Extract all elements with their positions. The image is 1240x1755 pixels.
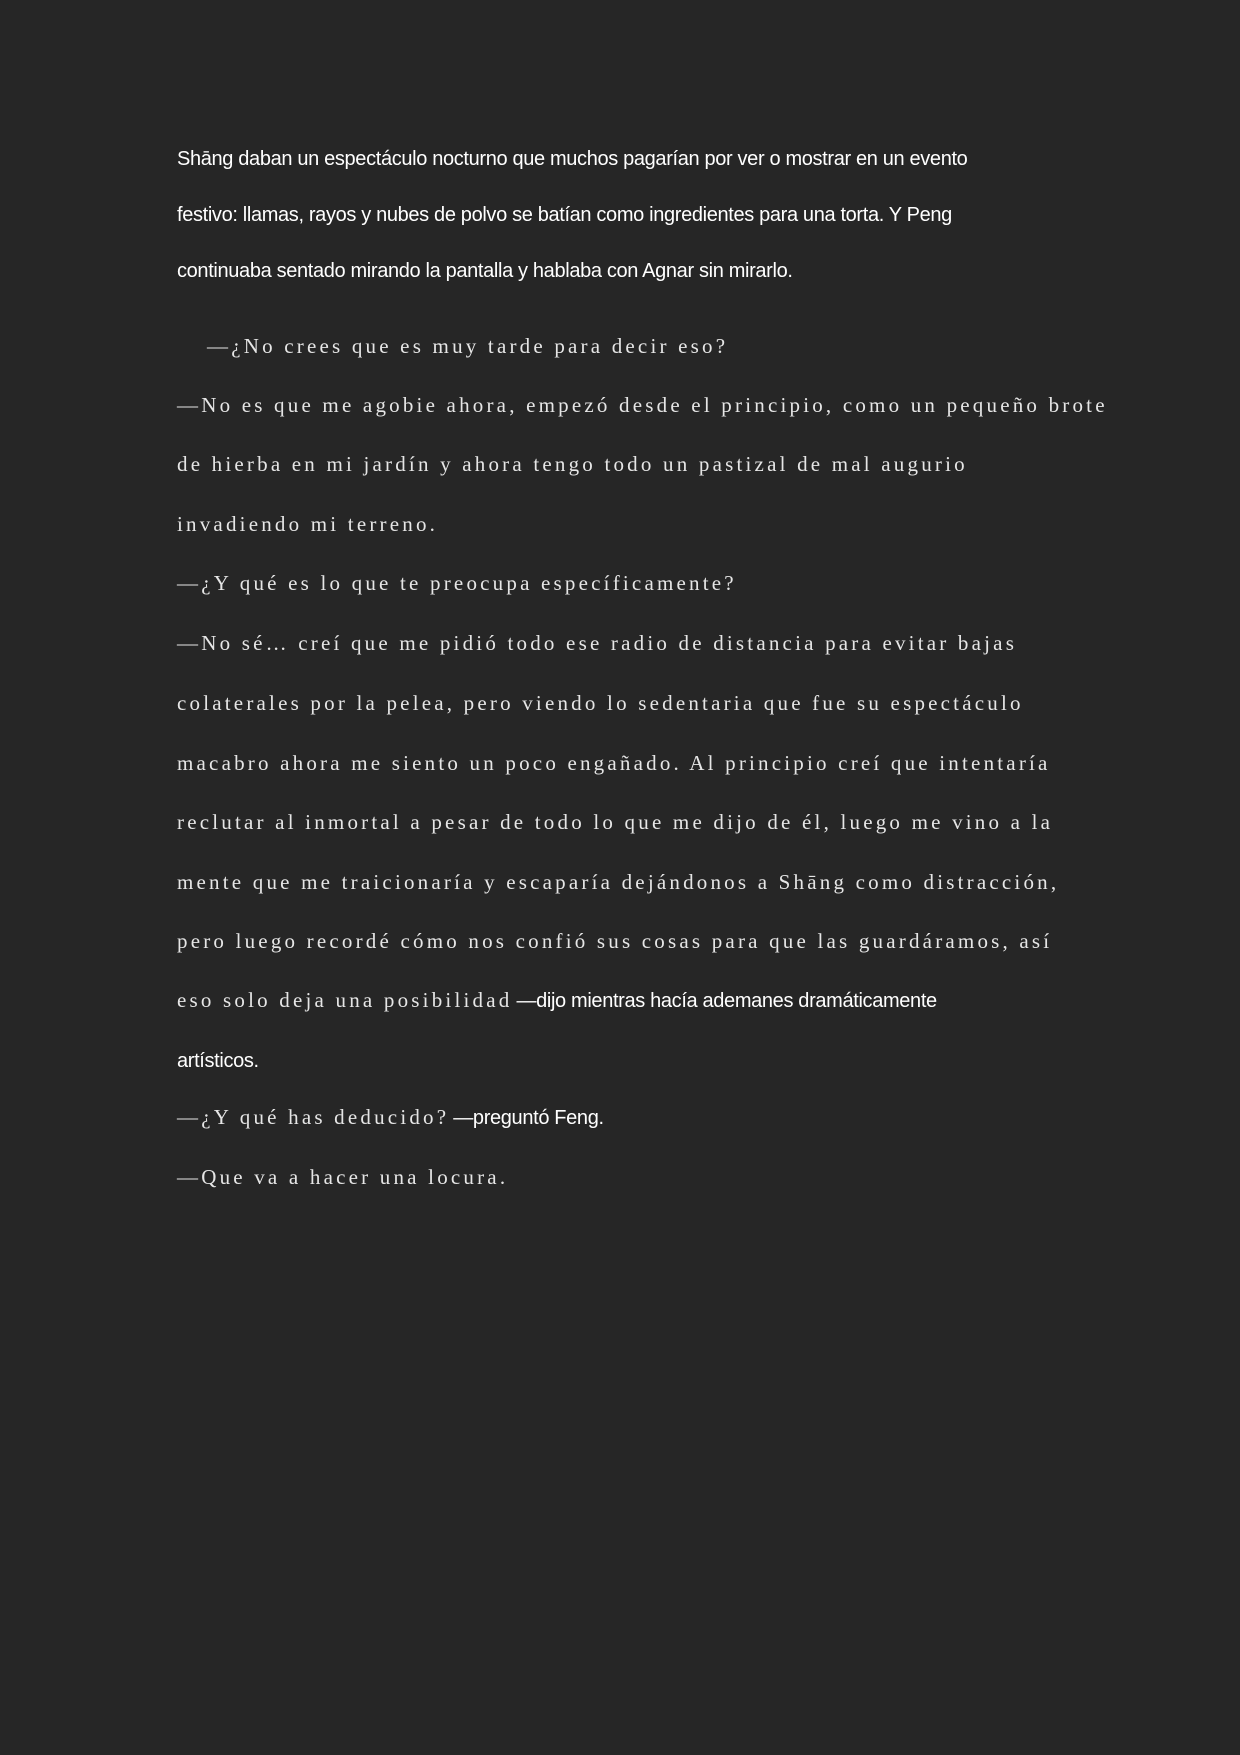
dialogue-line: —¿No crees que es muy tarde para decir eso? [207,334,729,358]
narration-line: Shāng daban un espectáculo nocturno que muchos pagarían por ver o mostrar en un evento [177,148,968,170]
narration-line: festivo: llamas, rayos y nubes de polvo se batían como ingredientes para una torta. Y Peng [177,204,952,226]
mixed-line [177,1105,604,1130]
dialogue-line: —¿Y qué es lo que te preocupa específicamente? [177,571,737,595]
dialogue-segment: eso solo deja una posibilidad [177,988,513,1012]
dialogue-line: invadiendo mi terreno. [177,512,439,536]
dialogue-line: macabro ahora me siento un poco engañado. Al principio creí que intentaría [177,751,1051,775]
dialogue-segment: —¿Y qué has deducido? [177,1105,450,1129]
dialogue-line: —No sé… creí que me pidió todo ese radio de distancia para evitar bajas [177,631,1018,655]
dialogue-line: de hierba en mi jardín y ahora tengo todo un pastizal de mal augurio [177,452,968,476]
dialogue-line: colaterales por la pelea, pero viendo lo sedentaria que fue su espectáculo [177,691,1024,715]
narration-segment: —dijo mientras hacía ademanes dramáticamente [516,990,937,1012]
mixed-line [177,988,937,1013]
dialogue-line: pero luego recordé cómo nos confió sus cosas para que las guardáramos, así [177,929,1053,953]
dialogue-line: reclutar al inmortal a pesar de todo lo que me dijo de él, luego me vino a la [177,810,1054,834]
dialogue-line: mente que me traicionaría y escaparía dejándonos a Shāng como distracción, [177,870,1060,894]
narration-segment: —preguntó Feng. [453,1107,604,1129]
narration-line: artísticos. [177,1050,259,1072]
dialogue-line: —No es que me agobie ahora, empezó desde el principio, como un pequeño brote [177,393,1108,417]
dialogue-line: —Que va a hacer una locura. [177,1165,509,1189]
narration-line: continuaba sentado mirando la pantalla y hablaba con Agnar sin mirarlo. [177,260,793,282]
